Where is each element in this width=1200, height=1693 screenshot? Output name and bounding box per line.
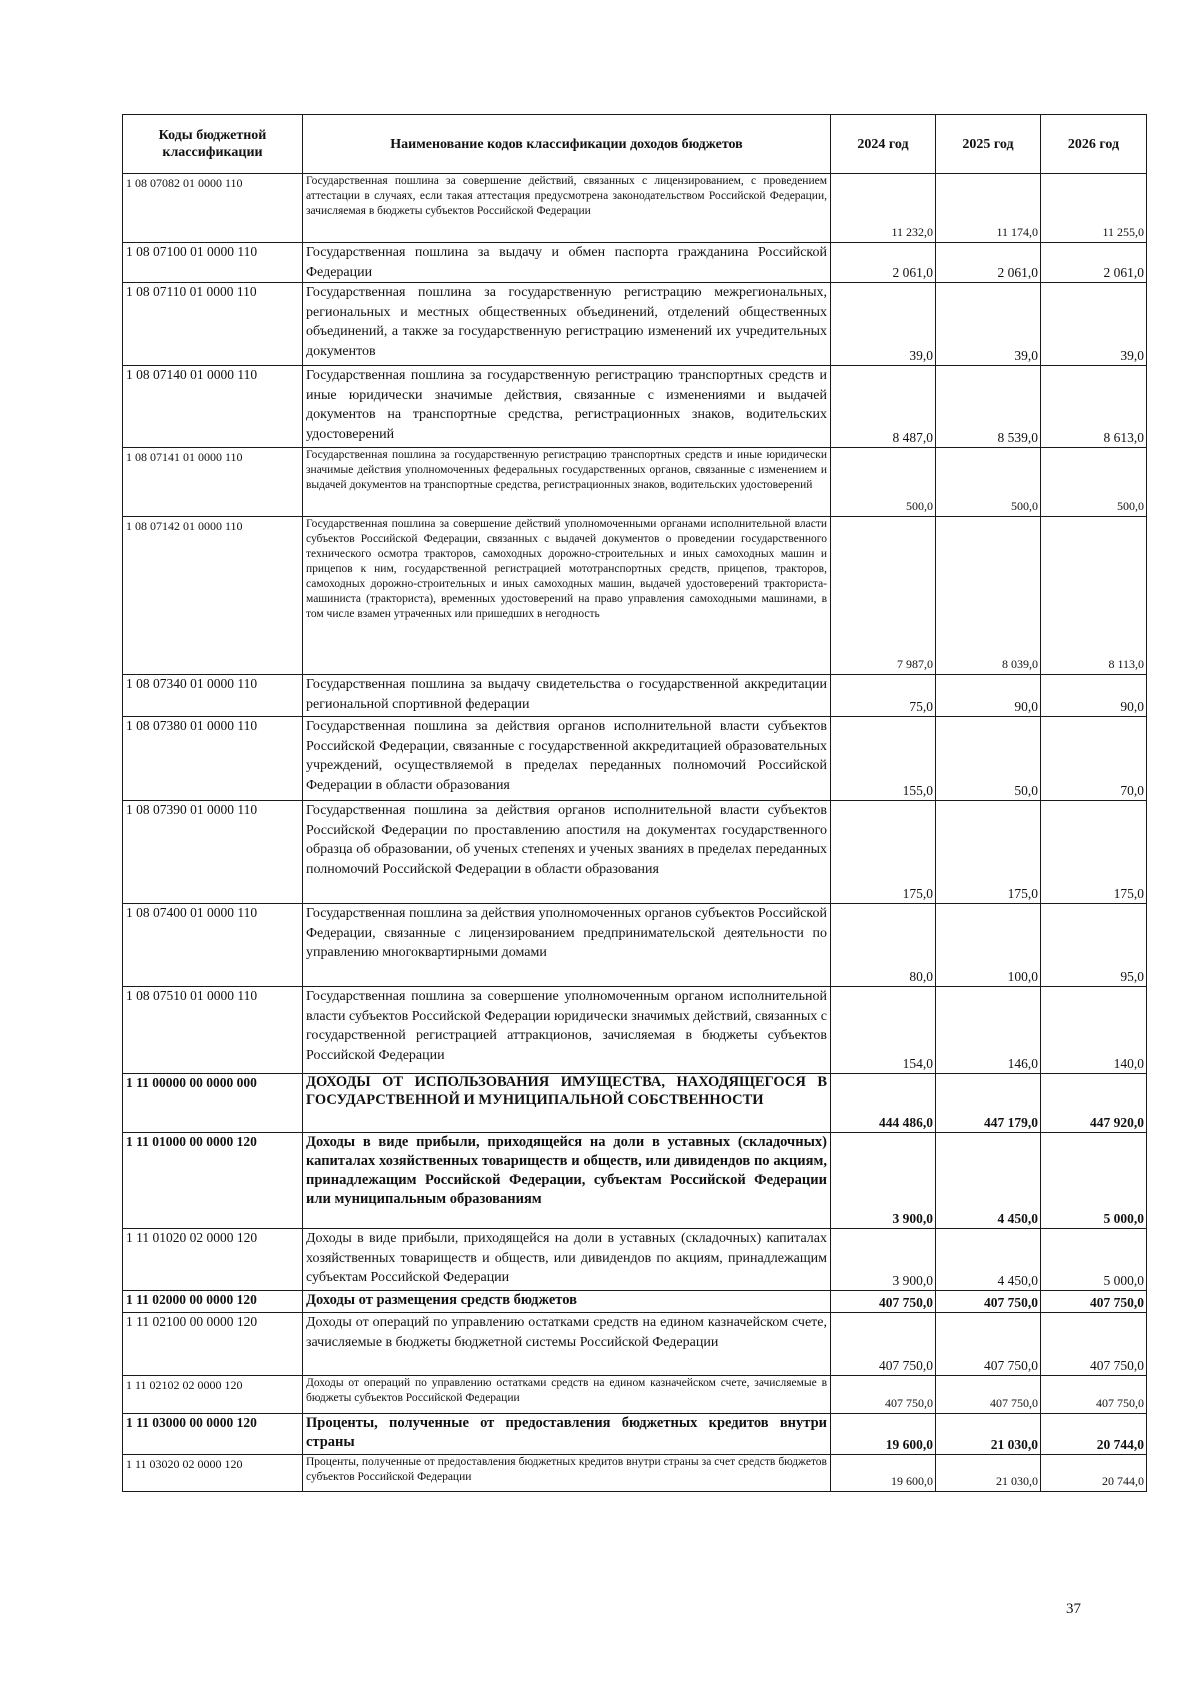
row-name: Государственная пошлина за выдачу и обмен паспорта гражданина Российской Федерации (303, 243, 831, 283)
row-value-2025: 11 174,0 (936, 174, 1041, 243)
table-row (123, 1074, 1147, 1133)
row-name: Доходы от операций по управлению остатками средств на едином казначейском счете, зачисляемые в бюджеты бюджетной системы Российской Федерации (303, 1313, 831, 1376)
row-value-2025: 407 750,0 (936, 1291, 1041, 1313)
row-value-2024: 80,0 (831, 904, 936, 987)
row-value-2024: 3 900,0 (831, 1229, 936, 1291)
row-value-2025: 50,0 (936, 717, 1041, 801)
row-value-2026: 8 613,0 (1041, 366, 1147, 448)
row-value-2025: 21 030,0 (936, 1455, 1041, 1492)
row-value-2025: 407 750,0 (936, 1313, 1041, 1376)
row-value-2024: 407 750,0 (831, 1291, 936, 1313)
row-value-2024: 8 487,0 (831, 366, 936, 448)
row-value-2025: 4 450,0 (936, 1133, 1041, 1229)
row-value-2024: 175,0 (831, 801, 936, 904)
row-code: 1 08 07142 01 0000 110 (123, 517, 303, 675)
row-value-2026: 5 000,0 (1041, 1229, 1147, 1291)
row-value-2025: 90,0 (936, 675, 1041, 717)
table-row (123, 1313, 1147, 1376)
row-value-2024: 7 987,0 (831, 517, 936, 675)
row-value-2025: 8 039,0 (936, 517, 1041, 675)
row-value-2026: 500,0 (1041, 448, 1147, 517)
table-row (123, 987, 1147, 1074)
row-value-2026: 447 920,0 (1041, 1074, 1147, 1133)
row-name: Государственная пошлина за государственную регистрацию межрегиональных, региональных и местных общественных объединений, отделений общественных объединений, а также за государственную регистрацию изменений их учредительных документов (303, 283, 831, 366)
row-value-2026: 175,0 (1041, 801, 1147, 904)
row-value-2024: 2 061,0 (831, 243, 936, 283)
revenue-table-sheet (122, 114, 1146, 1492)
row-value-2024: 407 750,0 (831, 1313, 936, 1376)
row-value-2024: 500,0 (831, 448, 936, 517)
row-code: 1 11 02102 02 0000 120 (123, 1376, 303, 1414)
header-name: Наименование кодов классификации доходов бюджетов (303, 115, 831, 174)
header-code: Коды бюджетной классификации (123, 115, 303, 174)
row-name: Доходы в виде прибыли, приходящейся на доли в уставных (складочных) капиталах хозяйственных товариществ и обществ, или дивидендов по акциям, принадлежащим Российской Федерации, субъектам Российской Федерации или муниципальным образованиям (303, 1133, 831, 1229)
row-code: 1 08 07110 01 0000 110 (123, 283, 303, 366)
row-name: Проценты, полученные от предоставления бюджетных кредитов внутри страны за счет средств бюджетов субъектов Российской Федерации (303, 1455, 831, 1492)
table-row (123, 366, 1147, 448)
table-row (123, 1376, 1147, 1414)
row-value-2024: 444 486,0 (831, 1074, 936, 1133)
row-value-2025: 21 030,0 (936, 1414, 1041, 1455)
row-name: Государственная пошлина за государственную регистрацию транспортных средств и иные юридически значимые действия, связанные с изменениями и выдачей документов на транспортные средства, регистрационных знаков, водительских удостоверений (303, 366, 831, 448)
row-code: 1 11 00000 00 0000 000 (123, 1074, 303, 1133)
row-name: Доходы от размещения средств бюджетов (303, 1291, 831, 1313)
row-value-2024: 155,0 (831, 717, 936, 801)
row-value-2024: 154,0 (831, 987, 936, 1074)
table-row (123, 283, 1147, 366)
row-code: 1 08 07510 01 0000 110 (123, 987, 303, 1074)
row-code: 1 08 07390 01 0000 110 (123, 801, 303, 904)
table-row (123, 675, 1147, 717)
table-row (123, 1133, 1147, 1229)
table-row (123, 243, 1147, 283)
row-value-2025: 2 061,0 (936, 243, 1041, 283)
row-name: Государственная пошлина за государственную регистрацию транспортных средств и иные юридически значимые действия уполномоченных федеральных государственных органов, связанные с изменением и выдачей документов на транспортные средства, регистрационных знаков, водительских удостоверений (303, 448, 831, 517)
row-name: Проценты, полученные от предоставления бюджетных кредитов внутри страны (303, 1414, 831, 1455)
row-value-2024: 19 600,0 (831, 1414, 936, 1455)
row-code: 1 11 03000 00 0000 120 (123, 1414, 303, 1455)
row-value-2026: 95,0 (1041, 904, 1147, 987)
row-code: 1 11 01020 02 0000 120 (123, 1229, 303, 1291)
row-code: 1 08 07140 01 0000 110 (123, 366, 303, 448)
row-value-2025: 447 179,0 (936, 1074, 1041, 1133)
row-code: 1 08 07100 01 0000 110 (123, 243, 303, 283)
row-code: 1 11 02100 00 0000 120 (123, 1313, 303, 1376)
row-value-2025: 500,0 (936, 448, 1041, 517)
row-value-2026: 407 750,0 (1041, 1376, 1147, 1414)
page-number: 37 (1066, 1601, 1081, 1617)
row-value-2026: 39,0 (1041, 283, 1147, 366)
row-code: 1 08 07082 01 0000 110 (123, 174, 303, 243)
row-name: Государственная пошлина за действия органов исполнительной власти субъектов Российской Федерации, связанные с государственной аккредитацией образовательных учреждений, осуществляемой в пределах переданных полномочий Российской Федерации в области образования (303, 717, 831, 801)
row-value-2026: 20 744,0 (1041, 1414, 1147, 1455)
row-code: 1 08 07340 01 0000 110 (123, 675, 303, 717)
row-value-2026: 2 061,0 (1041, 243, 1147, 283)
table-row (123, 174, 1147, 243)
table-row (123, 904, 1147, 987)
revenue-table (122, 114, 1147, 1492)
row-name: Государственная пошлина за совершение действий уполномоченными органами исполнительной власти субъектов Российской Федерации, связанных с выдачей документов о проведении государственного технического осмотра тракторов, самоходных дорожно-строительных и иных самоходных машин и прицепов к ним, государственной регистрацией мототранспортных средств, прицепов, тракторов, самоходных дорожно-строительных и иных самоходных машин, выдачей удостоверений тракториста-машиниста (тракториста), временных удостоверений на право управления самоходными машинами, в том числе взамен утраченных или пришедших в негодность (303, 517, 831, 675)
row-value-2026: 11 255,0 (1041, 174, 1147, 243)
row-value-2024: 11 232,0 (831, 174, 936, 243)
row-value-2024: 19 600,0 (831, 1455, 936, 1492)
header-year-2026: 2026 год (1041, 115, 1147, 174)
row-name: ДОХОДЫ ОТ ИСПОЛЬЗОВАНИЯ ИМУЩЕСТВА, НАХОДЯЩЕГОСЯ В ГОСУДАРСТВЕННОЙ И МУНИЦИПАЛЬНОЙ СОБСТВЕННОСТИ (303, 1074, 831, 1133)
table-row (123, 801, 1147, 904)
row-name: Государственная пошлина за совершение действий, связанных с лицензированием, с проведением аттестации в случаях, если такая аттестация предусмотрена законодательством Российской Федерации, зачисляемая в бюджеты субъектов Российской Федерации (303, 174, 831, 243)
row-value-2025: 4 450,0 (936, 1229, 1041, 1291)
table-row (123, 1291, 1147, 1313)
row-value-2025: 407 750,0 (936, 1376, 1041, 1414)
header-year-2025: 2025 год (936, 115, 1041, 174)
table-row (123, 1455, 1147, 1492)
row-value-2024: 3 900,0 (831, 1133, 936, 1229)
header-year-2024: 2024 год (831, 115, 936, 174)
row-value-2025: 100,0 (936, 904, 1041, 987)
row-name: Государственная пошлина за действия уполномоченных органов субъектов Российской Федерации, связанные с лицензированием предпринимательской деятельности по управлению многоквартирными домами (303, 904, 831, 987)
row-name: Доходы в виде прибыли, приходящейся на доли в уставных (складочных) капиталах хозяйственных товариществ и обществ, или дивидендов по акциям, принадлежащим субъектам Российской Федерации (303, 1229, 831, 1291)
row-value-2026: 407 750,0 (1041, 1313, 1147, 1376)
row-value-2024: 407 750,0 (831, 1376, 936, 1414)
row-value-2026: 407 750,0 (1041, 1291, 1147, 1313)
row-value-2025: 175,0 (936, 801, 1041, 904)
row-value-2026: 5 000,0 (1041, 1133, 1147, 1229)
table-row (123, 517, 1147, 675)
row-code: 1 11 03020 02 0000 120 (123, 1455, 303, 1492)
table-row (123, 448, 1147, 517)
row-code: 1 08 07380 01 0000 110 (123, 717, 303, 801)
table-row (123, 1229, 1147, 1291)
row-value-2025: 8 539,0 (936, 366, 1041, 448)
row-code: 1 08 07141 01 0000 110 (123, 448, 303, 517)
row-name: Доходы от операций по управлению остатками средств на едином казначейском счете, зачисляемые в бюджеты субъектов Российской Федерации (303, 1376, 831, 1414)
row-value-2026: 20 744,0 (1041, 1455, 1147, 1492)
table-row (123, 717, 1147, 801)
row-code: 1 08 07400 01 0000 110 (123, 904, 303, 987)
row-name: Государственная пошлина за совершение уполномоченным органом исполнительной власти субъектов Российской Федерации юридически значимых действий, связанных с государственной регистрацией аттракционов, зачисляемая в бюджеты субъектов Российской Федерации (303, 987, 831, 1074)
row-name: Государственная пошлина за выдачу свидетельства о государственной аккредитации региональной спортивной федерации (303, 675, 831, 717)
row-value-2026: 140,0 (1041, 987, 1147, 1074)
row-value-2024: 75,0 (831, 675, 936, 717)
table-row (123, 1414, 1147, 1455)
row-value-2025: 146,0 (936, 987, 1041, 1074)
row-value-2026: 70,0 (1041, 717, 1147, 801)
row-value-2025: 39,0 (936, 283, 1041, 366)
row-code: 1 11 01000 00 0000 120 (123, 1133, 303, 1229)
row-value-2026: 8 113,0 (1041, 517, 1147, 675)
row-value-2024: 39,0 (831, 283, 936, 366)
row-name: Государственная пошлина за действия органов исполнительной власти субъектов Российской Федерации по проставлению апостиля на документах государственного образца об образовании, об ученых степенях и ученых званиях в пределах переданных полномочий Российской Федерации в области образования (303, 801, 831, 904)
row-value-2026: 90,0 (1041, 675, 1147, 717)
row-code: 1 11 02000 00 0000 120 (123, 1291, 303, 1313)
table-header-row (123, 115, 1147, 174)
